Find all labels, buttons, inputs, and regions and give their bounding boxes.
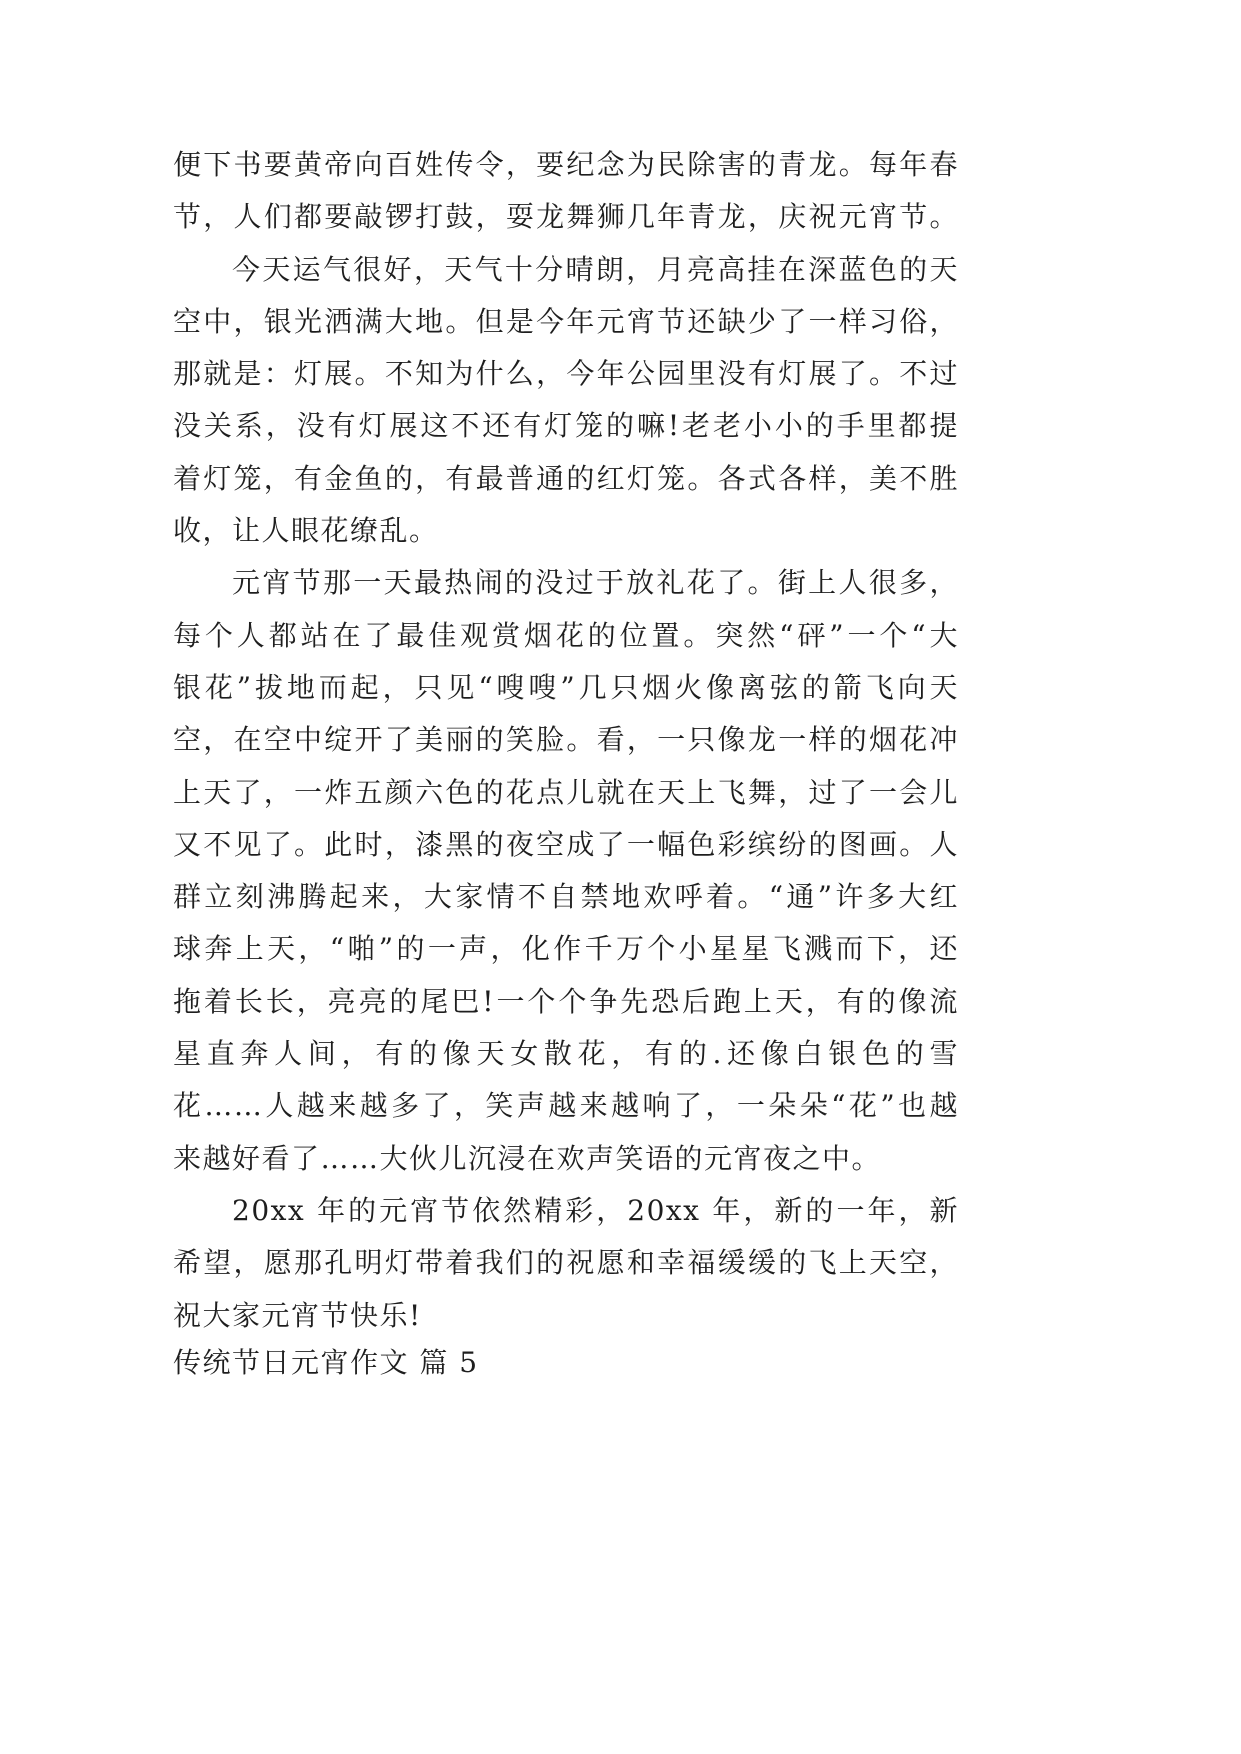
text-line: 又不见了。此时，漆黑的夜空成了一幅色彩缤纷的图画。人	[173, 827, 959, 861]
text-line: 上天了，一炸五颜六色的花点儿就在天上飞舞，过了一会儿	[173, 775, 959, 809]
text-line: 收，让人眼花缭乱。	[173, 514, 439, 548]
text-line: 没关系，没有灯展这不还有灯笼的嘛!老老小小的手里都提	[173, 409, 959, 443]
text-line: 着灯笼，有金鱼的，有最普通的红灯笼。各式各样，美不胜	[173, 461, 959, 495]
paragraph	[173, 557, 959, 1185]
document-page	[173, 139, 959, 1389]
text-line: 那就是：灯展。不知为什么，今年公园里没有灯展了。不过	[173, 357, 959, 391]
text-line: 空中，银光洒满大地。但是今年元宵节还缺少了一样习俗，	[173, 304, 959, 338]
section-heading: 传统节日元宵作文 篇 5	[173, 1345, 479, 1379]
text-line: 拖着长长，亮亮的尾巴!一个个争先恐后跑上天，有的像流	[173, 984, 959, 1018]
text-line: 银花”拔地而起，只见“嗖嗖”几只烟火像离弦的箭飞向天	[173, 670, 959, 704]
text-line: 球奔上天，“啪”的一声，化作千万个小星星飞溅而下，还	[173, 932, 959, 966]
text-line: 希望，愿那孔明灯带着我们的祝愿和幸福缓缓的飞上天空，	[173, 1246, 959, 1280]
text-line: 今天运气很好，天气十分晴朗，月亮高挂在深蓝色的天	[232, 252, 959, 286]
text-line: 群立刻沸腾起来，大家情不自禁地欢呼着。“通”许多大红	[173, 880, 959, 914]
text-line: 来越好看了……大伙儿沉浸在欢声笑语的元宵夜之中。	[173, 1141, 882, 1175]
paragraph	[173, 139, 959, 244]
text-line: 花……人越来越多了，笑声越来越响了，一朵朵“花”也越	[173, 1089, 959, 1123]
text-line: 每个人都站在了最佳观赏烟花的位置。突然“砰”一个“大	[173, 618, 959, 652]
text-line: 祝大家元宵节快乐!	[173, 1298, 422, 1332]
text-line: 星直奔人间，有的像天女散花，有的.还像白银色的雪	[173, 1037, 959, 1071]
paragraph	[173, 1185, 959, 1342]
text-line: 便下书要黄帝向百姓传令，要纪念为民除害的青龙。每年春	[173, 148, 959, 181]
text-line: 20xx 年的元宵节依然精彩，20xx 年，新的一年，新	[232, 1193, 959, 1227]
text-line: 元宵节那一天最热闹的没过于放礼花了。街上人很多，	[232, 566, 959, 600]
paragraph	[173, 244, 959, 558]
text-line: 空，在空中绽开了美丽的笑脸。看，一只像龙一样的烟花冲	[173, 723, 959, 757]
text-line: 节，人们都要敲锣打鼓，耍龙舞狮几年青龙，庆祝元宵节。	[173, 200, 959, 234]
